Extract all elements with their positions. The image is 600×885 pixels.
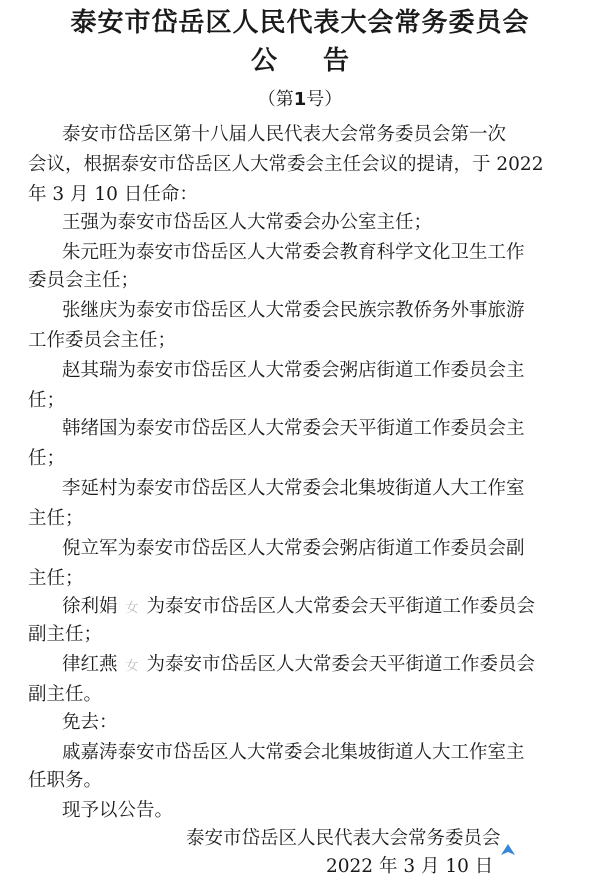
removal-line: 任职务。	[28, 770, 103, 791]
appointment-line: 任；	[28, 390, 66, 411]
appointee-name: 律红燕	[62, 654, 118, 675]
intro-line: 年 3 月 10 日任命：	[28, 184, 198, 205]
appointment-line	[62, 592, 535, 624]
number-value: 1	[293, 89, 307, 110]
appointment-text: 为泰安市岱岳区人大常委会天平街道工作委员会	[146, 596, 536, 617]
appointment-line: 副主任；	[28, 624, 103, 645]
document-number	[0, 88, 600, 112]
appointment-line: 副主任。	[28, 684, 103, 705]
appointment-line: 任；	[28, 448, 66, 469]
appointment-line: 赵其瑞为泰安市岱岳区人大常委会粥店街道工作委员会主	[62, 360, 525, 381]
appointment-line: 韩绪国为泰安市岱岳区人大常委会天平街道工作委员会主	[62, 418, 525, 439]
appointment-line: 李延村为泰安市岱岳区人大常委会北集坡街道人大工作室	[62, 478, 525, 499]
appointee-name: 徐利娟	[62, 596, 118, 617]
appointment-line: 王强为泰安市岱岳区人大常委会办公室主任；	[62, 212, 433, 233]
intro-line: 泰安市岱岳区第十八届人民代表大会常务委员会第一次	[62, 124, 507, 145]
cursor-arrow-icon	[500, 843, 516, 857]
appointment-line: 主任；	[28, 508, 84, 529]
closing-line: 现予以公告。	[62, 800, 174, 821]
appointment-line: 张继庆为泰安市岱岳区人大常委会民族宗教侨务外事旅游	[62, 300, 525, 321]
appointment-line: 主任；	[28, 568, 84, 589]
intro-line: 会议，根据泰安市岱岳区人大常委会主任会议的提请，于 2022	[28, 154, 544, 175]
appointment-line: 委员会主任；	[28, 270, 140, 291]
number-prefix: （第	[257, 89, 294, 110]
document-title: 泰安市岱岳区人民代表大会常务委员会	[70, 8, 530, 38]
faint-note: 女	[125, 659, 139, 674]
signature-org: 泰安市岱岳区人民代表大会常务委员会	[186, 828, 501, 849]
signature-date: 2022 年 3 月 10 日	[326, 856, 494, 877]
document-subtitle: 公告	[250, 46, 395, 76]
number-suffix: 号）	[306, 89, 343, 110]
appointment-line: 朱元旺为泰安市岱岳区人大常委会教育科学文化卫生工作	[62, 242, 525, 263]
appointment-text: 为泰安市岱岳区人大常委会天平街道工作委员会	[146, 654, 536, 675]
removal-line: 戚嘉涛泰安市岱岳区人大常委会北集坡街道人大工作室主	[62, 742, 525, 763]
removal-heading: 免去：	[62, 712, 118, 733]
faint-note: 女	[125, 601, 139, 616]
appointment-line: 工作委员会主任；	[28, 330, 177, 351]
appointment-line	[62, 650, 535, 682]
appointment-line: 倪立军为泰安市岱岳区人大常委会粥店街道工作委员会副	[62, 538, 525, 559]
